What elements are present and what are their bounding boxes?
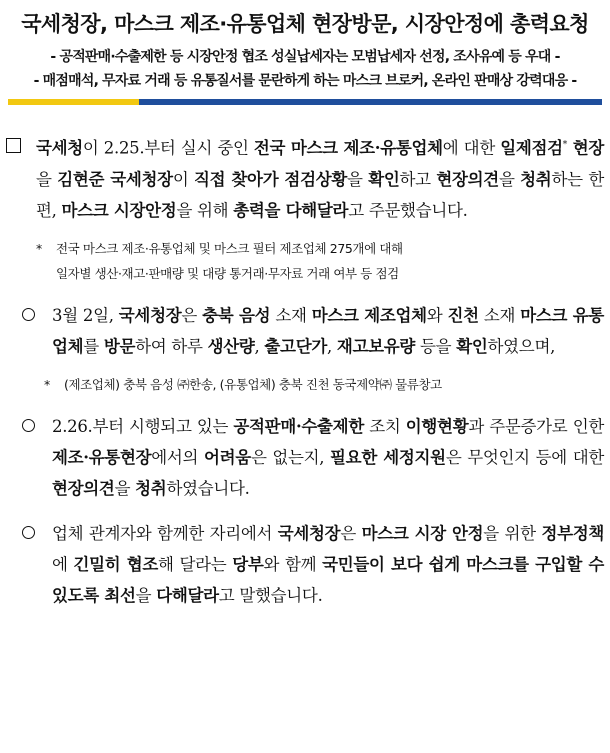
circle-bullet-icon [22, 419, 35, 432]
footnote-2: * (제조업체) 충북 음성 ㈜한송, (유통업체) 충북 진천 동국제약㈜ 물류창고 [44, 376, 442, 392]
paragraph-opinions: 2.26.부터 시행되고 있는 공적판매·수출제한 조치 이행현황과 주문증가로 인한 제조·유통현장에서의 어려움은 없는지, 필요한 세정지원은 무엇인지 등에 대한 현장의견을 청취하였습니다. [0, 411, 610, 504]
circle-bullet-icon [22, 526, 35, 539]
headline: 국세청장, 마스크 제조·유통업체 현장방문, 시장안정에 총력요청 [21, 12, 589, 36]
circle-bullet-icon [22, 308, 35, 321]
square-bullet-icon [6, 138, 21, 153]
header-divider-bar [8, 99, 602, 105]
subheadline-2: - 매점매석, 무자료 거래 등 유통질서를 문란하게 하는 마스크 브로커, 온라인 판매상 강력대응 - [33, 73, 577, 89]
footnote-1: * 전국 마스크 제조·유통업체 및 마스크 필터 제조업체 275개에 대해 일자별 생산·재고·판매량 및 대량 통거래·무자료 거래 여부 등 점검 [36, 240, 403, 281]
press-header [0, 0, 610, 90]
paragraph-visit: 3월 2일, 국세청장은 충북 음성 소재 마스크 제조업체와 진천 소재 마스크 유통업체를 방문하여 하루 생산량, 출고단가, 재고보유량 등을 확인하였으며, [0, 300, 610, 362]
paragraph-request: 업체 관계자와 함께한 자리에서 국세청장은 마스크 시장 안정을 위한 정부정책에 긴밀히 협조해 달라는 당부와 함께 국민들이 보다 쉽게 마스크를 구입할 수 있도록 최선을 다해달라고 말했습니다. [0, 518, 610, 611]
press-body [0, 130, 610, 611]
subheadline-1: - 공적판매·수출제한 등 시장안정 협조 성실납세자는 모범납세자 선정, 조사유예 등 우대 - [50, 49, 560, 65]
main-paragraph: 국세청이 2.25.부터 실시 중인 전국 마스크 제조·유통업체에 대한 일제점검* 현장을 김현준 국세청장이 직접 찾아가 점검상황을 확인하고 현장의견을 청취하는 한편, 마스크 시장안정을 위해 총력을 다해달라고 주문했습니다. [0, 130, 610, 226]
